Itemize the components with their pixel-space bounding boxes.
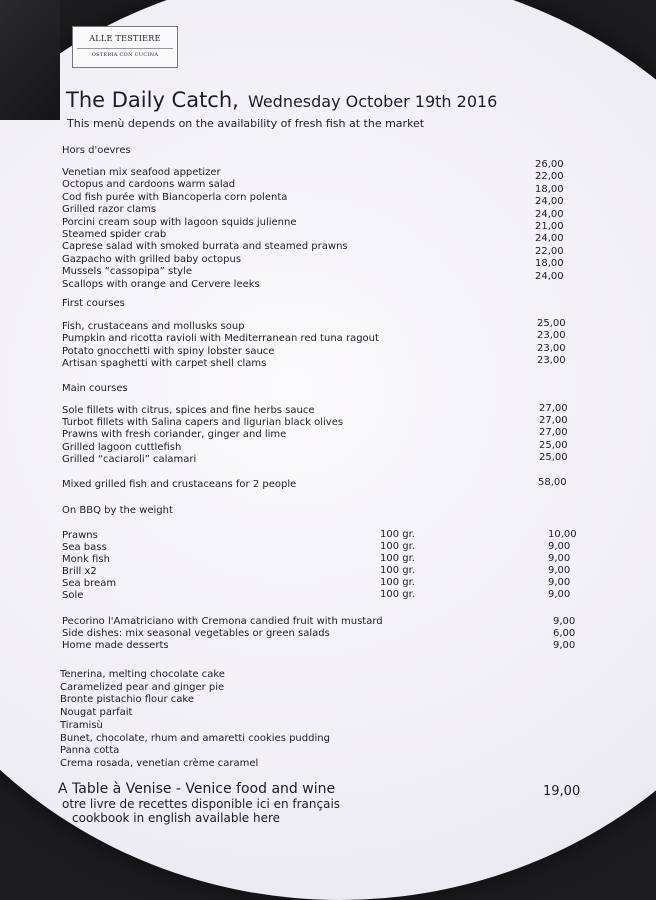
menu-item-price: 25,00 <box>539 451 568 463</box>
menu-item-price: 27,00 <box>539 427 568 439</box>
bbq-item-name: Sea bream <box>62 577 117 589</box>
menu-item-price: 24,00 <box>535 270 564 282</box>
menu-item-name: Cod fish purée with Biancoperla corn polenta <box>62 191 288 203</box>
menu-item-name: Fish, crustaceans and mollusks soup <box>62 321 245 332</box>
menu-item-name: Turbot fillets with Salina capers and ligurian black olives <box>62 417 344 429</box>
dessert-item: Tiramisù <box>60 719 103 731</box>
section-first: First courses <box>62 298 125 309</box>
extra-item-price: 9,00 <box>553 616 576 627</box>
menu-item-price: 24,00 <box>535 196 564 208</box>
bbq-item-weight: 100 gr. <box>380 540 415 552</box>
dessert-item: Tenerina, melting chocolate cake <box>60 669 225 680</box>
menu-item-name: Potato gnocchetti with spiny lobster sauce <box>62 345 275 357</box>
menu-item-name: Artisan spaghetti with carpet shell clams <box>62 358 267 370</box>
menu-item-name: Pumpkin and ricotta ravioli with Mediterranean red tuna ragout <box>62 333 379 345</box>
extra-item-name: Home made desserts <box>62 640 169 652</box>
extra-item-name: Pecorino l'Amatriciano with Cremona candied fruit with mustard <box>62 616 383 627</box>
menu-item-price: 22,00 <box>535 171 564 183</box>
bbq-item-price: 10,00 <box>548 529 577 540</box>
section-hors: Hors d'oevres <box>62 145 131 156</box>
menu-item-price: 25,00 <box>539 439 568 451</box>
menu-item-price: 23,00 <box>537 330 566 342</box>
menu-item-price: 27,00 <box>539 415 568 427</box>
restaurant-logo <box>72 26 178 68</box>
folder-corner <box>0 0 60 120</box>
menu-item-price: 21,00 <box>535 221 564 232</box>
menu-date: Wednesday October 19th 2016 <box>247 92 498 111</box>
menu-item-price: 23,00 <box>537 355 566 367</box>
extra-item-name: Side dishes: mix seasonal vegetables or green salads <box>62 628 330 640</box>
cookbook-french: otre livre de recettes disponible ici en français <box>62 797 341 811</box>
dessert-item: Bronte pistachio flour cake <box>60 694 195 706</box>
logo-divider <box>77 48 173 49</box>
bbq-item-price: 9,00 <box>548 552 571 564</box>
section-main: Main courses <box>62 383 128 394</box>
menu-item-name: Caprese salad with smoked burrata and steamed prawns <box>62 241 348 253</box>
mixed-grill-name: Mixed grilled fish and crustaceans for 2 people <box>62 479 297 490</box>
menu-item-name: Grilled “caciaroli” calamari <box>62 453 197 465</box>
bbq-item-weight: 100 gr. <box>380 576 415 588</box>
menu-item-name: Scallops with orange and Cervere leeks <box>62 278 260 290</box>
bbq-item-weight: 100 gr. <box>380 529 415 540</box>
bbq-item-name: Prawns <box>62 530 98 541</box>
menu-item-name: Prawns with fresh coriander, ginger and lime <box>62 429 287 441</box>
menu-item-price: 24,00 <box>535 208 564 220</box>
bbq-item-name: Sole <box>62 589 84 601</box>
dessert-item: Nougat parfait <box>60 707 133 719</box>
cookbook-title: A Table à Venise - Venice food and wine <box>58 781 336 797</box>
bbq-item-name: Brill x2 <box>62 565 97 577</box>
page-title <box>66 88 497 112</box>
bbq-item-price: 9,00 <box>548 564 571 576</box>
logo-tagline: OSTERIA CON CUCINA <box>91 52 159 58</box>
section-bbq: On BBQ by the weight <box>62 505 173 516</box>
bbq-item-price: 9,00 <box>548 588 571 600</box>
dessert-item: Bunet, chocolate, rhum and amaretti cookies pudding <box>60 732 330 744</box>
logo-name: ALLE TESTIERE <box>89 34 161 43</box>
menu-subtitle: This menù depends on the availability of fresh fish at the market <box>67 117 425 130</box>
bbq-item-weight: 100 gr. <box>380 564 415 576</box>
extra-item-price: 6,00 <box>553 628 576 640</box>
menu-item-name: Octopus and cardoons warm salad <box>62 179 236 191</box>
bbq-item-price: 9,00 <box>548 576 571 588</box>
dessert-item: Panna cotta <box>60 745 120 757</box>
menu-item-name: Grilled razor clams <box>62 204 157 216</box>
menu-item-price: 22,00 <box>535 245 564 257</box>
dessert-item: Caramelized pear and ginger pie <box>60 681 225 693</box>
menu-item-price: 24,00 <box>535 233 564 245</box>
menu-item-price: 25,00 <box>537 318 566 329</box>
menu-item-price: 18,00 <box>535 183 564 195</box>
cookbook-english: cookbook in english available here <box>72 811 281 825</box>
menu-item-price: 26,00 <box>535 159 564 170</box>
menu-item-price: 18,00 <box>535 258 564 270</box>
menu-item-name: Gazpacho with grilled baby octopus <box>62 253 242 265</box>
bbq-item-price: 9,00 <box>548 540 571 552</box>
menu-item-name: Steamed spider crab <box>62 229 167 240</box>
cookbook-price: 19,00 <box>543 784 581 799</box>
menu-item-name: Grilled lagoon cuttlefish <box>62 441 182 453</box>
menu-title: The Daily Catch, <box>66 88 239 112</box>
menu-item-price: 23,00 <box>537 342 566 354</box>
menu-item-name: Sole fillets with citrus, spices and fine herbs sauce <box>62 405 315 416</box>
bbq-item-weight: 100 gr. <box>380 588 415 600</box>
menu-item-name: Porcini cream soup with lagoon squids julienne <box>62 216 297 228</box>
menu-item-name: Mussels “cassopipa” style <box>62 266 192 278</box>
mixed-grill-price: 58,00 <box>538 477 567 488</box>
bbq-item-name: Sea bass <box>62 541 107 553</box>
menu-item-name: Venetian mix seafood appetizer <box>62 167 221 178</box>
dessert-item: Crema rosada, venetian crème caramel <box>60 757 259 769</box>
menu-item-price: 27,00 <box>539 403 568 414</box>
bbq-item-weight: 100 gr. <box>380 552 415 564</box>
extra-item-price: 9,00 <box>553 640 576 652</box>
bbq-item-name: Monk fish <box>62 553 110 565</box>
